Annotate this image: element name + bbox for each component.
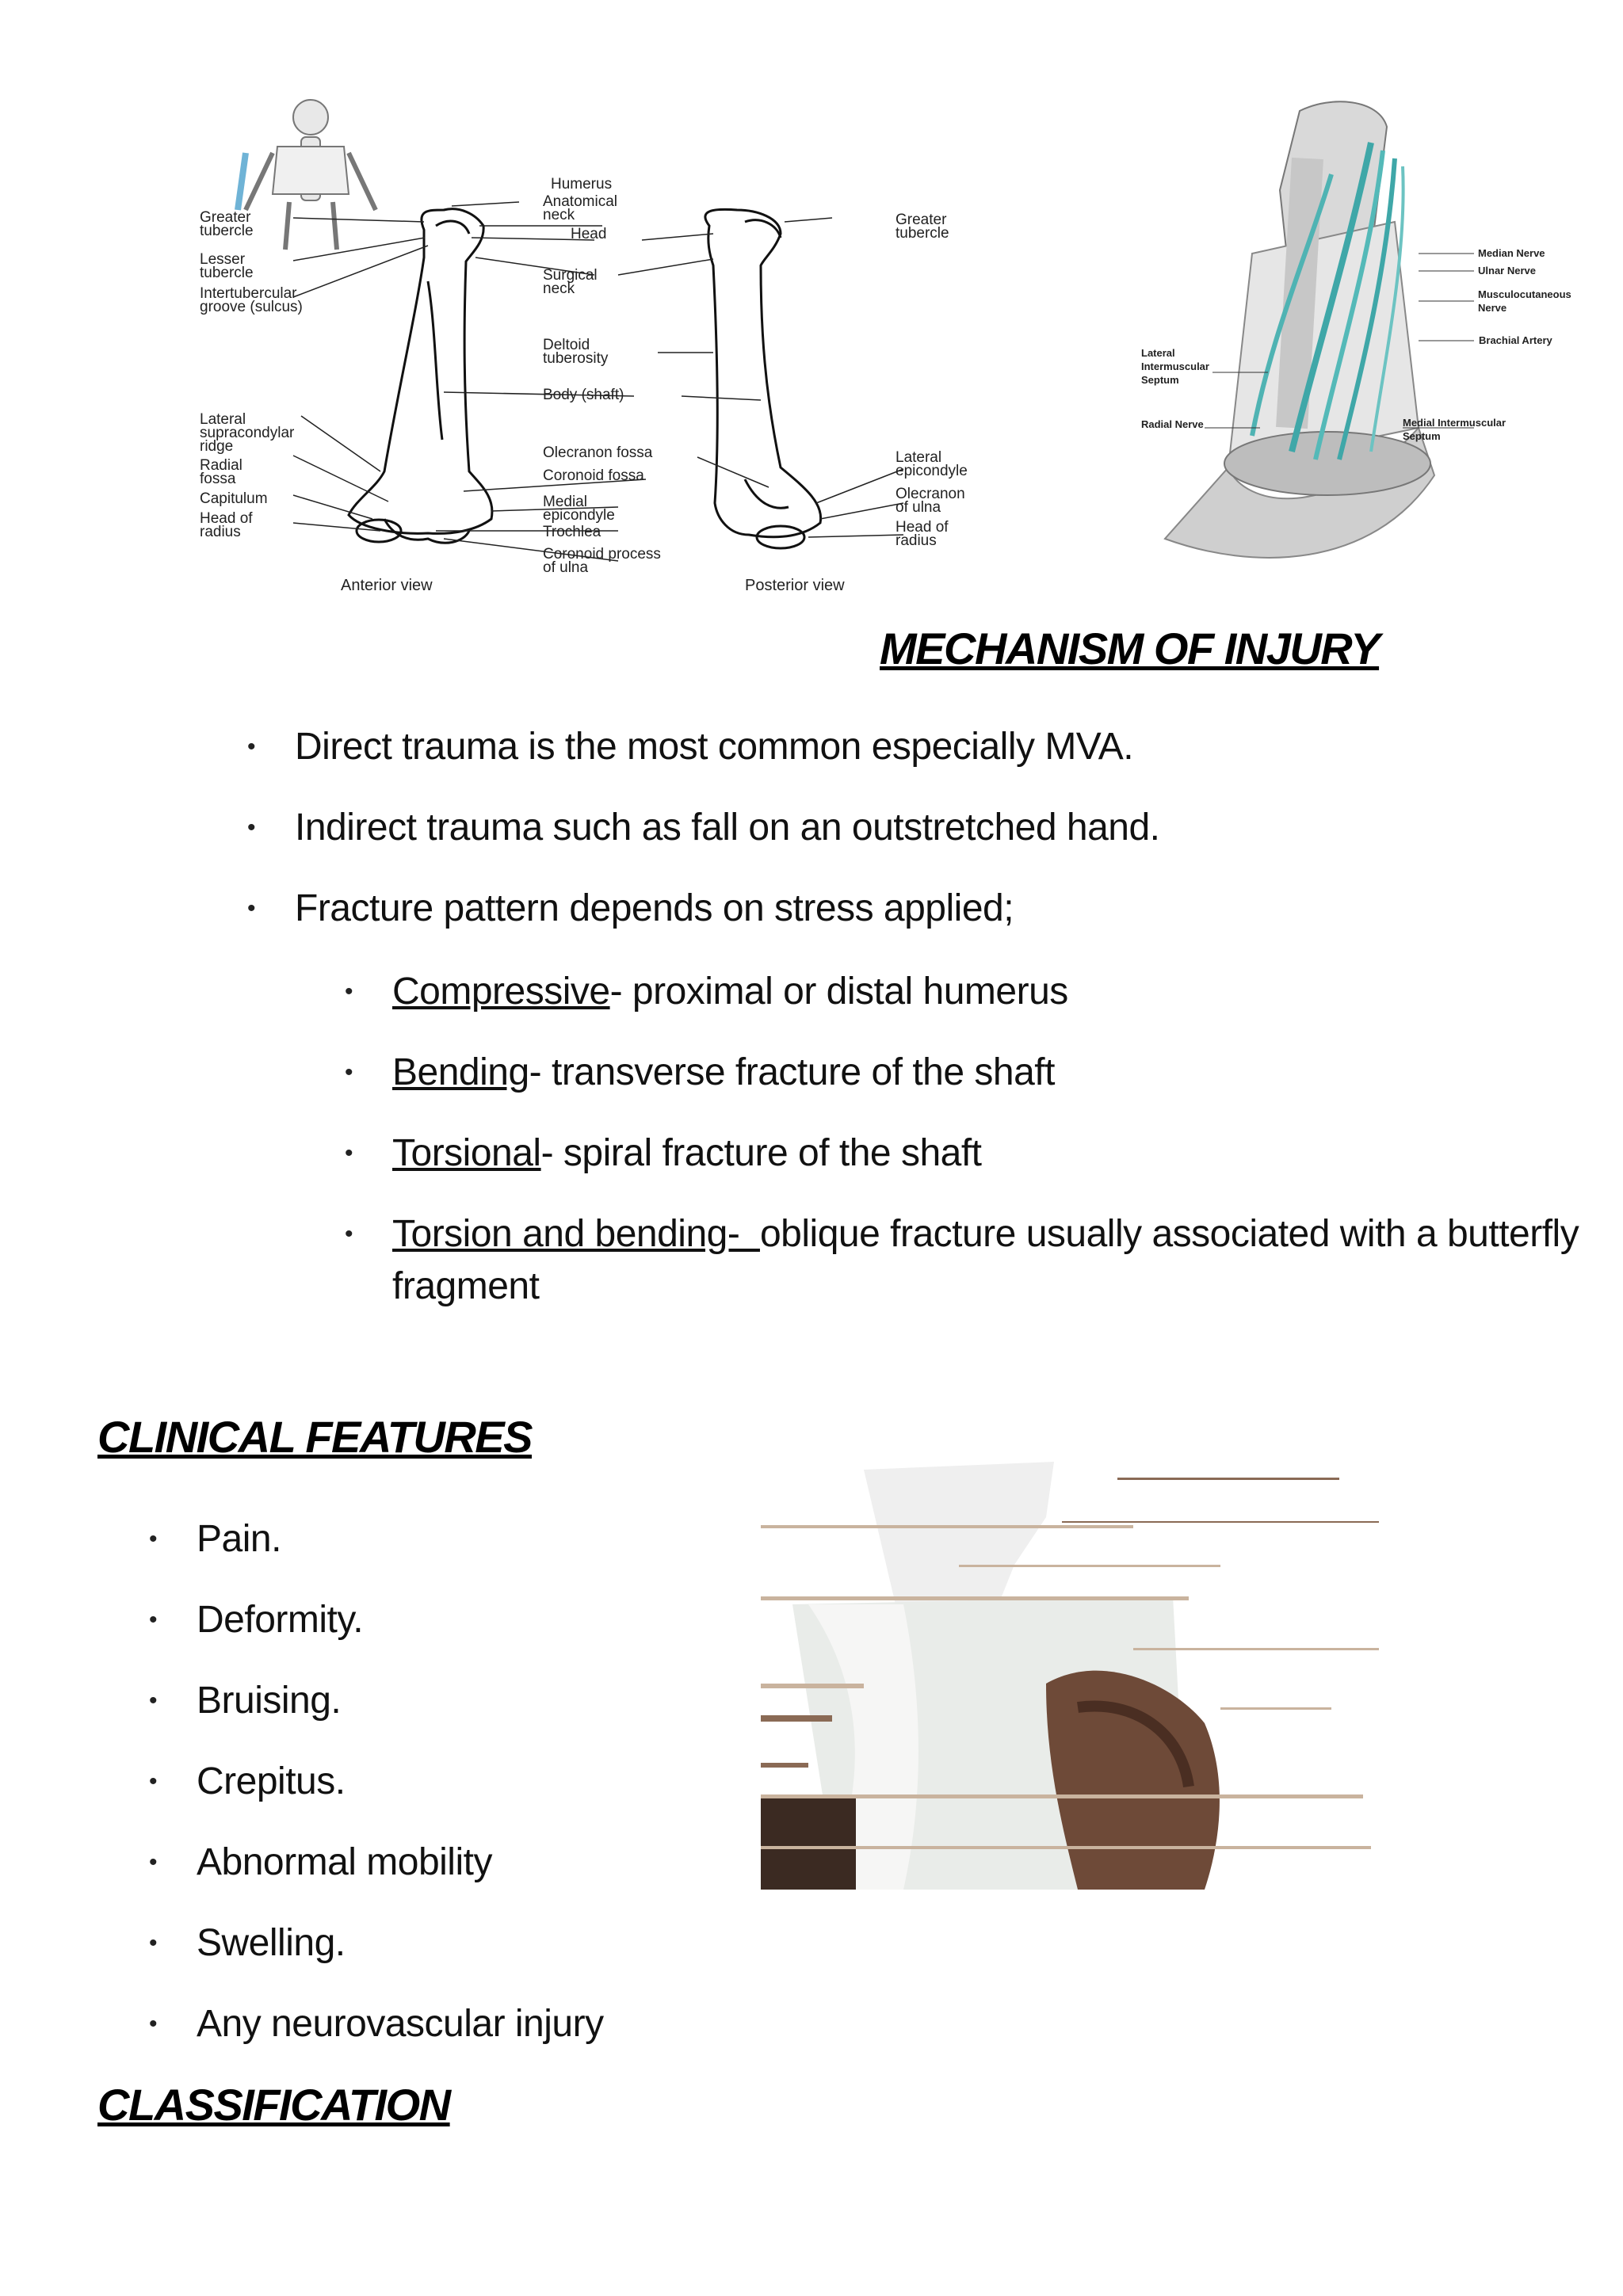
label-lateral-septum-2: Intermuscular xyxy=(1141,360,1209,372)
label-intertubercular-2: groove (sulcus) xyxy=(200,299,303,315)
label-greater-tubercle-post-2: tubercle xyxy=(896,225,949,242)
label-head-radius-ant: Head of xyxy=(200,510,253,527)
label-deltoid-tuberosity-2: tuberosity xyxy=(543,350,609,367)
pattern-description: - proximal or distal humerus xyxy=(609,971,1068,1013)
list-item xyxy=(392,1047,1581,1099)
arm-deformity-photo xyxy=(761,1446,1379,1937)
pattern-term: Bending xyxy=(392,1051,529,1093)
list-item: • Any neurovascular injury xyxy=(197,1998,751,2050)
list-item: • Direct trauma is the most common especially MVA. xyxy=(295,721,1594,773)
list-item: • Deformity. xyxy=(197,1594,751,1646)
clinical-features-list xyxy=(197,1513,751,2079)
label-lateral-ridge-3: ridge xyxy=(200,438,234,455)
label-surgical-neck-2: neck xyxy=(543,280,575,297)
list-item xyxy=(392,1208,1581,1313)
clinical-features-heading: CLINICAL FEATURES xyxy=(97,1412,532,1462)
list-item: • Pain. xyxy=(197,1513,751,1566)
pattern-description: oblique fracture usually associated with a butterfly fragment xyxy=(392,1213,1579,1307)
label-anatomical-neck-2: neck xyxy=(543,207,575,223)
label-lateral-septum: Lateral xyxy=(1141,347,1175,359)
label-greater-tubercle-ant: Greater xyxy=(200,209,251,226)
label-lateral-ridge-2: supracondylar xyxy=(200,425,295,441)
list-item xyxy=(392,1127,1581,1180)
label-olecranon-fossa: Olecranon fossa xyxy=(543,444,653,461)
humerus-posterior-bone xyxy=(705,209,821,548)
pattern-term: Torsion and bending- xyxy=(392,1213,760,1255)
label-musculocutaneous-2: Nerve xyxy=(1478,302,1507,314)
label-trochlea: Trochlea xyxy=(543,524,601,540)
mechanism-list xyxy=(295,721,1594,963)
label-lateral-septum-3: Septum xyxy=(1141,374,1179,386)
list-item: • Crepitus. xyxy=(197,1756,751,1808)
list-item: • Indirect trauma such as fall on an outstretched hand. xyxy=(295,802,1594,854)
arm-illustration xyxy=(1165,101,1434,558)
classification-heading: CLASSIFICATION xyxy=(97,2080,450,2130)
label-olecranon-ulna-2: of ulna xyxy=(896,499,941,516)
list-item: • Bruising. xyxy=(197,1675,751,1727)
label-body-shaft: Body (shaft) xyxy=(543,387,624,403)
pattern-term: Compressive xyxy=(392,971,610,1013)
skeleton-icon xyxy=(238,100,376,250)
list-item xyxy=(392,966,1581,1018)
label-lateral-ridge: Lateral xyxy=(200,411,246,428)
label-radial-fossa: Radial xyxy=(200,457,242,474)
label-brachial-artery: Brachial Artery xyxy=(1479,334,1552,346)
pattern-description: - transverse fracture of the shaft xyxy=(529,1051,1055,1093)
label-humerus: Humerus xyxy=(551,176,613,193)
label-lateral-epicondyle: Lateral xyxy=(896,449,942,466)
arm-cross-section-figure xyxy=(1133,95,1571,578)
label-greater-tubercle-ant-2: tubercle xyxy=(200,223,254,239)
label-radial-fossa-2: fossa xyxy=(200,471,236,487)
pattern-term: Torsional xyxy=(392,1132,541,1174)
label-capitulum: Capitulum xyxy=(200,490,268,507)
label-lateral-epicondyle-2: epicondyle xyxy=(896,463,968,479)
label-head-radius-post: Head of xyxy=(896,519,949,536)
pattern-description: - spiral fracture of the shaft xyxy=(540,1132,982,1174)
label-greater-tubercle-post: Greater xyxy=(896,212,947,228)
label-head-radius-post-2: radius xyxy=(896,532,937,549)
fracture-pattern-list xyxy=(392,966,1581,1341)
list-item: • Abnormal mobility xyxy=(197,1836,751,1889)
label-lesser-tubercle-2: tubercle xyxy=(200,265,254,281)
label-head: Head xyxy=(571,226,607,242)
label-musculocutaneous: Musculocutaneous xyxy=(1478,288,1571,300)
mechanism-heading: MECHANISM OF INJURY xyxy=(880,624,1380,673)
humerus-anatomy-figure xyxy=(190,91,1022,606)
label-head-radius-ant-2: radius xyxy=(200,524,241,540)
anterior-view-caption: Anterior view xyxy=(341,577,433,594)
label-median-nerve: Median Nerve xyxy=(1478,247,1545,259)
label-coronoid-process-2: of ulna xyxy=(543,559,589,576)
label-anatomical-neck: Anatomical xyxy=(543,193,617,210)
label-lesser-tubercle: Lesser xyxy=(200,251,246,268)
label-coronoid-fossa: Coronoid fossa xyxy=(543,467,644,484)
label-deltoid-tuberosity: Deltoid xyxy=(543,337,590,353)
label-surgical-neck: Surgical xyxy=(543,267,598,284)
list-item: • Swelling. xyxy=(197,1917,751,1970)
label-medial-epicondyle: Medial xyxy=(543,494,587,510)
posterior-view-caption: Posterior view xyxy=(745,577,845,594)
label-medial-epicondyle-2: epicondyle xyxy=(543,507,615,524)
label-intertubercular: Intertubercular xyxy=(200,285,297,302)
label-radial-nerve: Radial Nerve xyxy=(1141,418,1204,430)
label-olecranon-ulna: Olecranon xyxy=(896,486,965,502)
label-medial-septum: Medial Intermuscular xyxy=(1403,417,1507,429)
label-coronoid-process: Coronoid process xyxy=(543,546,661,563)
label-ulnar-nerve: Ulnar Nerve xyxy=(1478,265,1536,277)
list-item: • Fracture pattern depends on stress applied; xyxy=(295,883,1594,935)
label-medial-septum-2: Septum xyxy=(1403,430,1441,442)
